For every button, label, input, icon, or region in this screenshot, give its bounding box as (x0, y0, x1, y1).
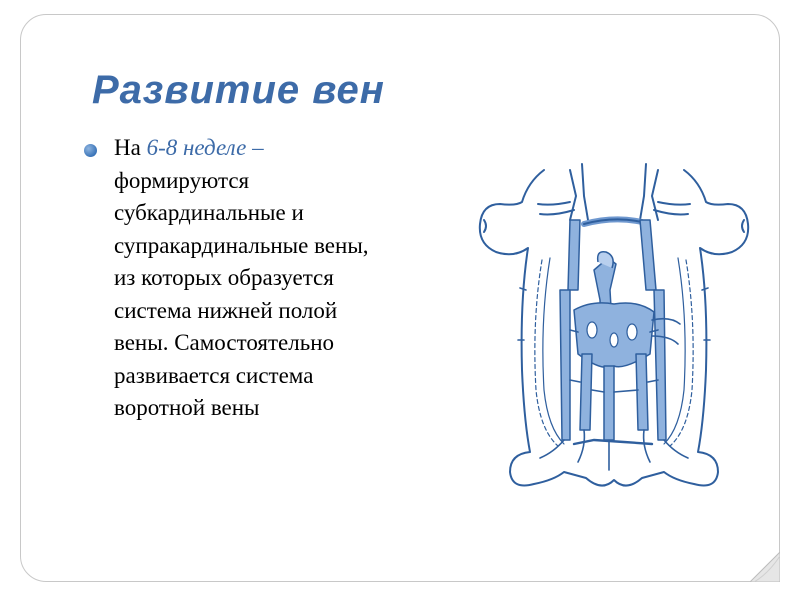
bullet-body: формируются субкардинальные и супракардинальные вены, из которых образуется система нижней полой вены. Самостоятельно развивается система воротной вены (114, 167, 369, 420)
slide-title: Развитие вен (92, 68, 385, 112)
embryo-veins-illustration (474, 140, 754, 500)
bullet-prefix: На (114, 135, 147, 160)
bullet-emphasis: 6-8 неделе – (146, 135, 264, 160)
page-curl-icon (750, 552, 780, 582)
bullet-text (114, 132, 384, 425)
bullet-dot-icon (84, 144, 97, 157)
